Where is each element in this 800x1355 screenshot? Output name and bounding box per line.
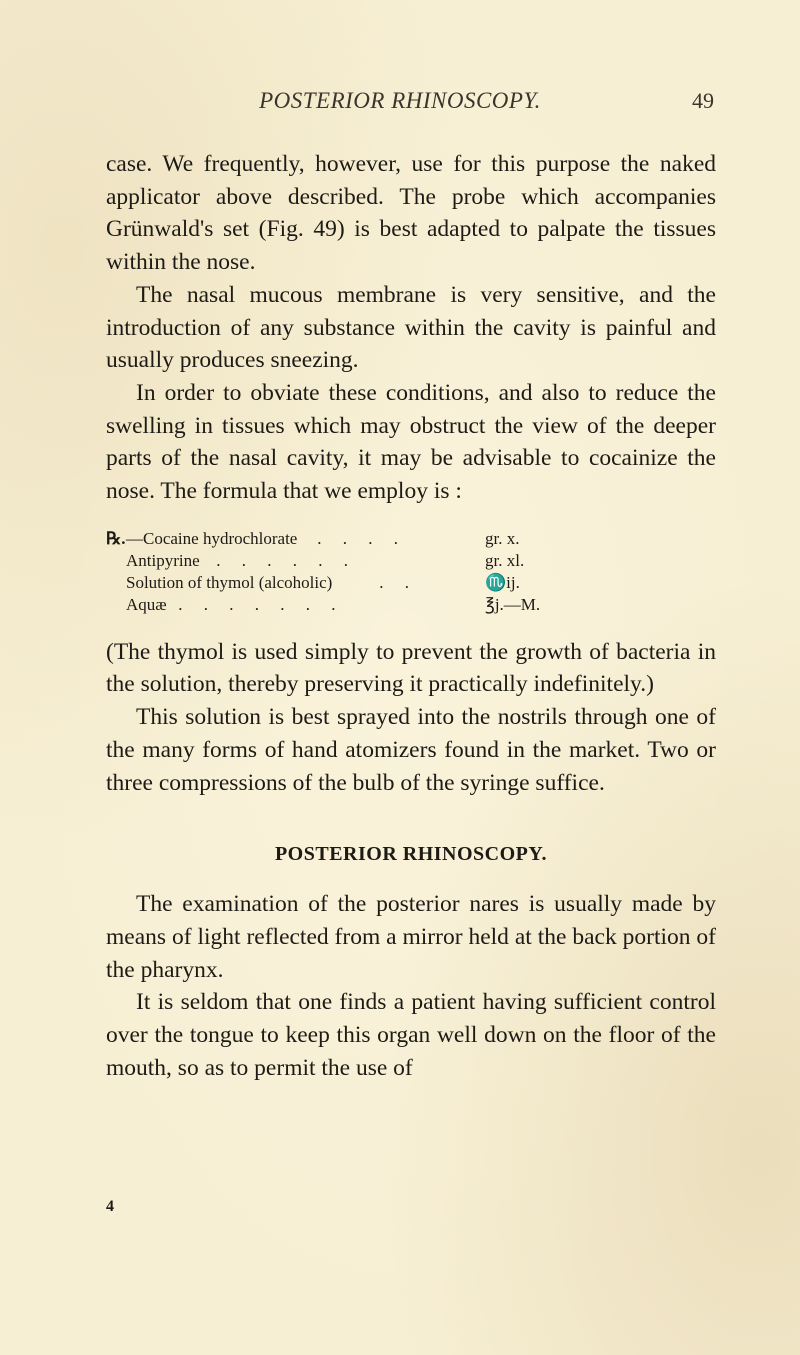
formula-line: [106, 572, 716, 594]
section-heading: POSTERIOR RHINOSCOPY.: [274, 843, 548, 866]
prescription-formula: [106, 528, 716, 616]
formula-line: [106, 594, 716, 616]
running-title: POSTERIOR RHINOSCOPY.: [259, 88, 541, 113]
paragraph: (The thymol is used simply to prevent the growth of bacteria in the solution, thereby preserving it practically indefinitely.): [106, 638, 716, 698]
page-number: 49: [692, 88, 714, 113]
body-text: [106, 148, 716, 1084]
paragraph: case. We frequently, however, use for this purpose the naked applicator above described. The probe which accompanies Grünwald's set (Fig. 49) is best adapted to palpate the tissues within the nose.: [106, 151, 716, 276]
paragraph: It is seldom that one finds a patient having sufficient control over the tongue to keep this organ well down on the floor of the mouth, so as to permit the use of: [106, 989, 716, 1081]
formula-ingredient: Solution of thymol (alcoholic): [126, 572, 333, 592]
formula-leader-dots: . . . . . .: [212, 550, 348, 570]
rx-symbol: ℞.: [106, 528, 126, 548]
formula-line: [106, 550, 716, 572]
paragraph: The nasal mucous membrane is very sensitive, and the introduction of any substance within the cavity is painful and usually produces sneezing.: [106, 281, 716, 374]
paragraph: This solution is best sprayed into the nostrils through one of the many forms of hand atomizers found in the market. Two or three compressions of the bulb of the syringe suffice.: [106, 704, 716, 796]
formula-line: [106, 528, 716, 550]
formula-leader-dots: . .: [358, 572, 409, 592]
formula-ingredient: Aquæ: [126, 594, 167, 614]
running-head: [0, 88, 800, 118]
signature-mark: 4: [106, 1198, 114, 1215]
formula-amount: gr. x.: [485, 528, 520, 548]
paragraph: The examination of the posterior nares is usually made by means of light reflected from a mirror held at the back portion of the pharynx.: [106, 891, 716, 983]
formula-amount: ℥j.—M.: [485, 594, 541, 614]
paragraph: In order to obviate these conditions, and also to reduce the swelling in tissues which may obstruct the view of the deeper parts of the nasal cavity, it may be advisable to cocainize the nose. The formula that we employ is :: [106, 379, 716, 505]
formula-ingredient: —Cocaine hydrochlorate: [126, 528, 298, 548]
formula-leader-dots: . . . .: [313, 528, 398, 548]
formula-ingredient: Antipyrine: [126, 550, 200, 570]
formula-amount: gr. xl.: [485, 550, 525, 570]
formula-amount: ♏ij.: [485, 572, 520, 592]
formula-leader-dots: . . . . . . .: [174, 594, 336, 614]
